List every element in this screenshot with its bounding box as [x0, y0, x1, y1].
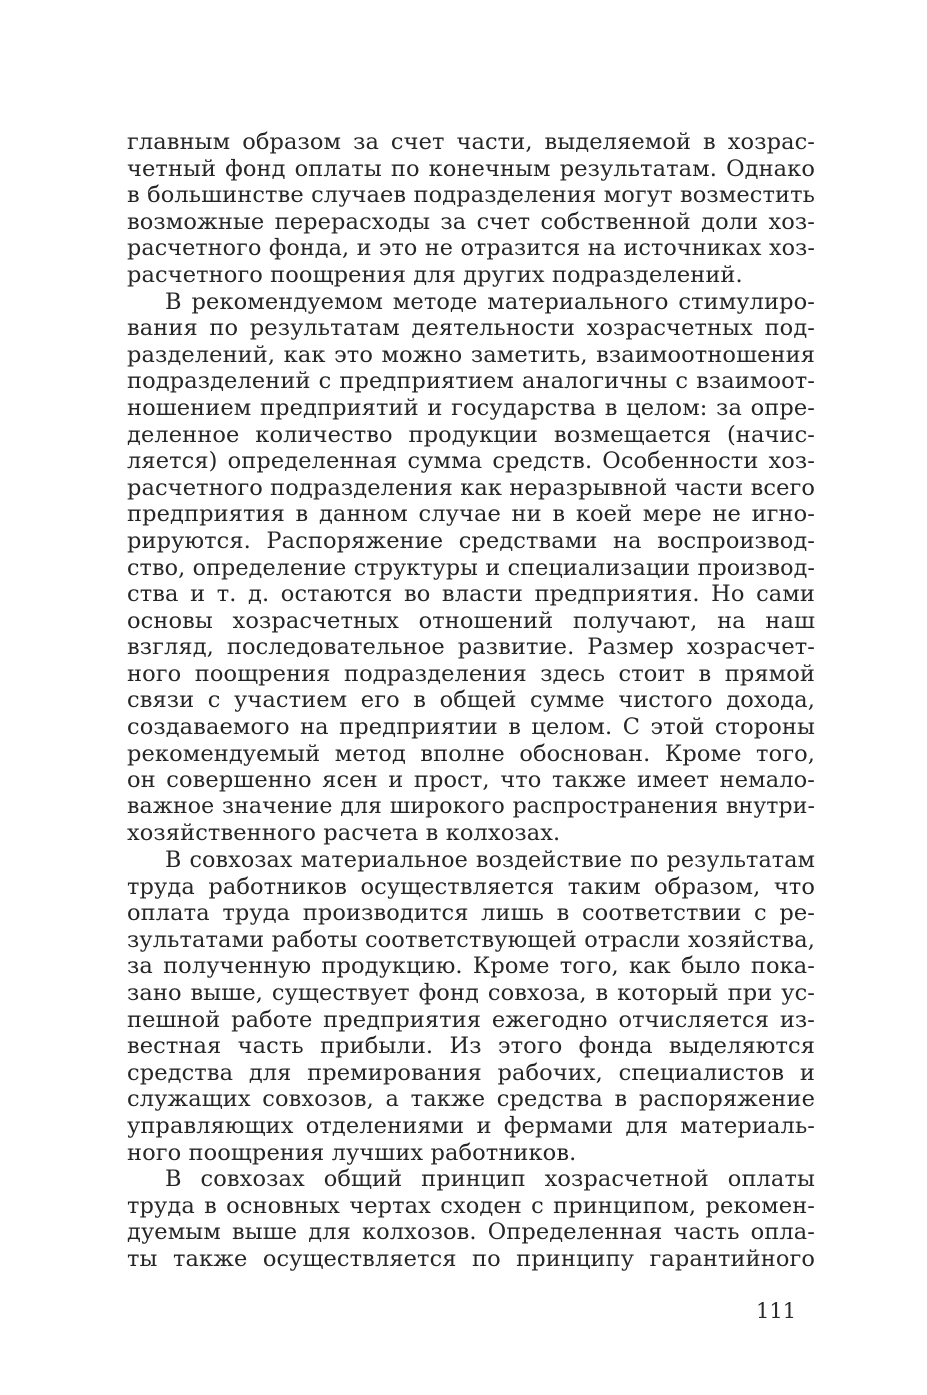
text-line: зано выше, существует фонд совхоза, в который при ус- — [127, 980, 815, 1006]
text-line: подразделений с предприятием аналогичны с взаимоот- — [127, 368, 815, 395]
text-line: труда работников осуществляется таким образом, что — [127, 873, 815, 900]
text-line: вестная часть прибыли. Из этого фонда выделяются — [127, 1033, 815, 1060]
text-line: разделений, как это можно заметить, взаимоотношения — [127, 341, 815, 368]
text-line: рекомендуемый метод вполне обоснован. Кроме того, — [127, 740, 815, 767]
text-line: связи с участием его в общей сумме чистого дохода, — [127, 687, 815, 714]
text-line: хозяйственного расчета в колхозах. — [127, 820, 561, 847]
text-line: ного поощрения лучших работников. — [127, 1139, 577, 1166]
text-line: в большинстве случаев подразделения могут возместить — [127, 182, 815, 209]
text-line: ты также осуществляется по принципу гарантийного — [127, 1245, 815, 1272]
text-line: средства для премирования рабочих, специалистов и — [127, 1059, 815, 1086]
text-line: служащих совхозов, а также средства в распоряжение — [127, 1086, 815, 1113]
page-number: 111 — [756, 1299, 797, 1323]
text-line: он совершенно ясен и прост, что также имеет немало- — [127, 767, 815, 794]
text-line: зультатами работы соответствующей отрасли хозяйства, — [127, 926, 815, 953]
text-line: четный фонд оплаты по конечным результатам. Однако — [127, 155, 815, 182]
text-line: важное значение для широкого распространения внутри- — [127, 793, 815, 819]
text-line: дуемым выше для колхозов. Определенная часть опла- — [127, 1219, 815, 1246]
paragraph-first-line: В совхозах общий принцип хозрасчетной оплаты — [165, 1166, 815, 1193]
text-line: ляется) определенная сумма средств. Особенности хоз- — [127, 448, 815, 475]
text-line: ношением предприятий и государства в целом: за опре- — [127, 394, 815, 421]
text-line: создаваемого на предприятии в целом. С этой стороны — [127, 714, 815, 741]
text-line: пешной работе предприятия ежегодно отчисляется из- — [127, 1006, 815, 1033]
text-line: труда в основных чертах сходен с принципом, рекомен- — [127, 1192, 815, 1219]
text-line: рируются. Распоряжение средствами на воспроизвод- — [127, 527, 815, 554]
text-line: деленное количество продукции возмещается (начис- — [127, 421, 815, 448]
paragraph-first-line: В рекомендуемом методе материального стимулиро- — [165, 288, 815, 315]
body-text — [127, 129, 815, 1273]
text-line: за полученную продукцию. Кроме того, как было пока- — [127, 953, 815, 980]
text-line: взгляд, последовательное развитие. Размер хозрасчет- — [127, 634, 815, 661]
text-line: предприятия в данном случае ни в коей мере не игно- — [127, 501, 815, 528]
text-line: ства и т. д. остаются во власти предприятия. Но сами — [127, 581, 815, 608]
text-line: расчетного поощрения для других подразделений. — [127, 261, 743, 288]
text-line: расчетного фонда, и это не отразится на источниках хоз- — [127, 235, 815, 262]
text-line: вания по результатам деятельности хозрасчетных под- — [127, 315, 815, 342]
text-line: оплата труда производится лишь в соответствии с ре- — [127, 900, 815, 927]
text-line: управляющих отделениями и фермами для материаль- — [127, 1112, 815, 1139]
text-line: ство, определение структуры и специализации производ- — [127, 554, 815, 581]
paragraph-first-line: В совхозах материальное воздействие по результатам — [165, 847, 815, 874]
text-line: ного поощрения подразделения здесь стоит в прямой — [127, 660, 815, 687]
text-line: расчетного подразделения как неразрывной части всего — [127, 474, 816, 501]
text-line: возможные перерасходы за счет собственной доли хоз- — [127, 208, 815, 235]
text-line: основы хозрасчетных отношений получают, на наш — [127, 607, 815, 634]
text-line: главным образом за счет части, выделяемой в хозрас- — [127, 129, 815, 155]
